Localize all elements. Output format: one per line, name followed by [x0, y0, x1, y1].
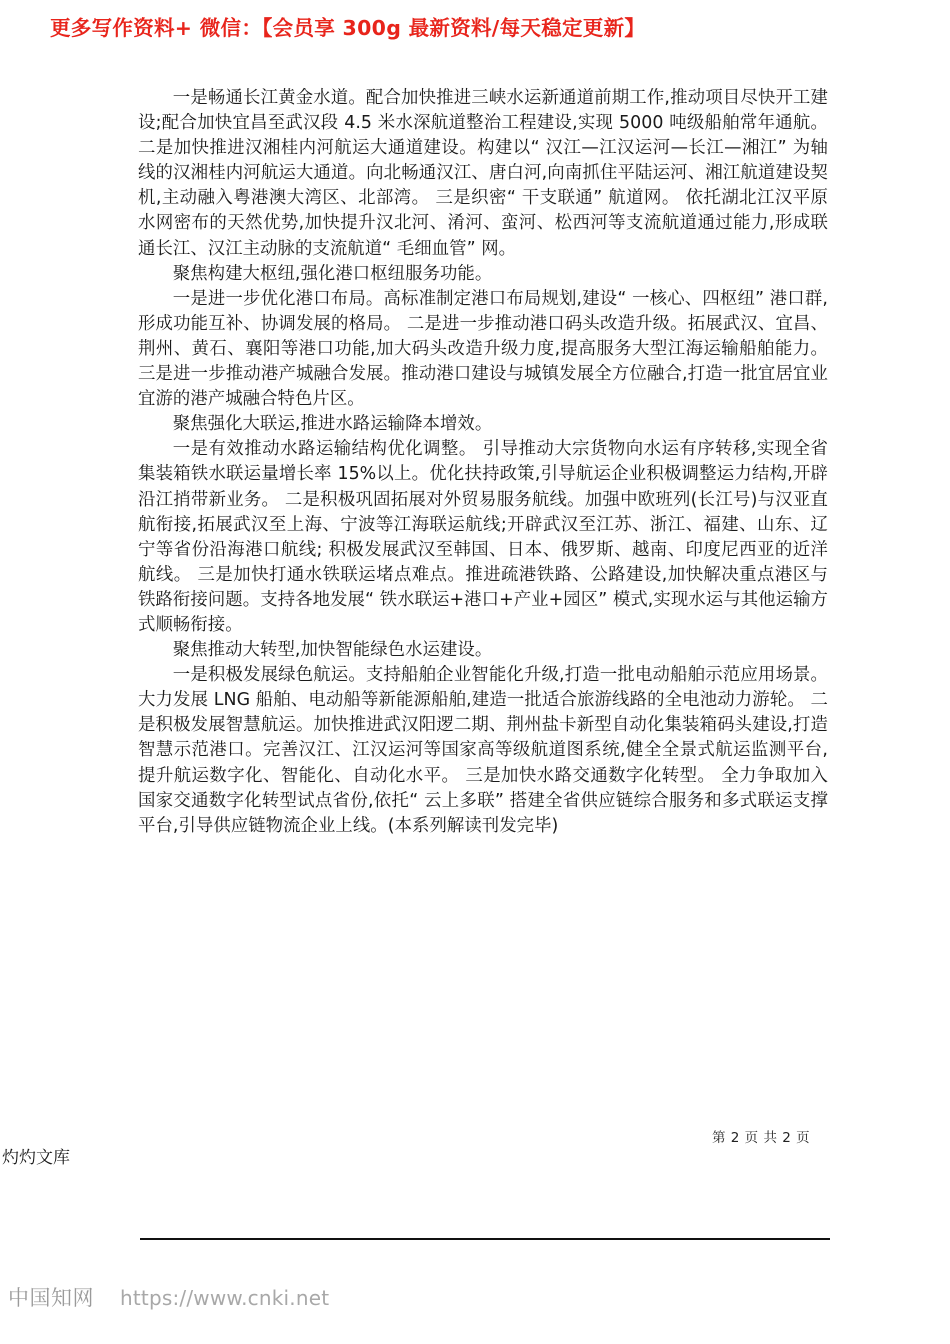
cnki-brand-name: 中国知网: [8, 1286, 94, 1310]
document-body: [138, 86, 828, 839]
paragraph: 一是进一步优化港口布局。高标准制定港口布局规划,建设“ 一核心、四枢纽” 港口群,形成功能互补、协调发展的格局。 二是进一步推动港口码头改造升级。拓展武汉、宜昌、荆州、黄石、襄阳等港口功能,加大码头改造升级力度,提高服务大型江海运输船舶能力。 三是进一步推动港产城融合发展。推动港口建设与城镇发展全方位融合,打造一批宜居宜业宜游的港产城融合特色片区。: [138, 288, 828, 410]
promo-banner: [50, 13, 910, 43]
paragraph: 聚焦强化大联运,推进水路运输降本增效。: [172, 414, 493, 435]
footer-divider: [140, 1238, 830, 1240]
paragraph: 一是有效推动水路运输结构优化调整。 引导推动大宗货物向水运有序转移,实现全省集装箱铁水联运量增长率 15%以上。优化扶持政策,引导航运企业积极调整运力结构,开辟沿江捎带新业务。 二是积极巩固拓展对外贸易服务航线。加强中欧班列(长江号)与汉亚直航衔接,拓展武汉至上海、宁波等江海联运航线;开辟武汉至江苏、浙江、福建、山东、辽宁等省份沿海港口航线; 积极发展武汉至韩国、日本、俄罗斯、越南、印度尼西亚的近洋航线。 三是加快打通水铁联运堵点难点。推进疏港铁路、公路建设,加快解决重点港区与铁路衔接问题。支持各地发展“ 铁水联运+港口+产业+园区” 模式,实现水运与其他运输方式顺畅衔接。: [138, 439, 828, 635]
paragraph: 聚焦构建大枢纽,强化港口枢纽服务功能。: [172, 263, 493, 284]
library-watermark: 灼灼文库: [2, 1148, 70, 1168]
paragraph: 一是积极发展绿色航运。支持船舶企业智能化升级,打造一批电动船舶示范应用场景。大力发展 LNG 船舶、电动船等新能源船舶,建造一批适合旅游线路的全电池动力游轮。 二是积极发展智慧航运。加快推进武汉阳逻二期、荆州盐卡新型自动化集装箱码头建设,打造智慧示范港口。完善汉江、江汉运河等国家高等级航道图系统,健全全景式航运监测平台,提升航运数字化、智能化、自动化水平。 三是加快水路交通数字化转型。 全力争取加入国家交通数字化转型试点省份,依托“ 云上多联” 搭建全省供应链综合服务和多式联运支撑平台,引导供应链物流企业上线。(本系列解读刊发完毕): [138, 665, 828, 836]
cnki-footer: [8, 1284, 329, 1312]
cnki-url[interactable]: https://www.cnki.net: [120, 1286, 330, 1310]
page-number: 第 2 页 共 2 页: [712, 1130, 811, 1146]
promo-banner-text: 更多写作资料+ 微信：【会员享 300g 最新资料/每天稳定更新】: [50, 16, 646, 40]
paragraph: 聚焦推动大转型,加快智能绿色水运建设。: [172, 640, 493, 661]
paragraph: 一是畅通长江黄金水道。配合加快推进三峡水运新通道前期工作,推动项目尽快开工建设;配合加快宜昌至武汉段 4.5 米水深航道整治工程建设,实现 5000 吨级船舶常年通航。 二是加快推进汉湘桂内河航运大通道建设。构建以“ 汉江—江汉运河—长江—湘江” 为轴线的汉湘桂内河航运大通道。向北畅通汉江、唐白河,向南抓住平陆运河、湘江航道建设契机,主动融入粤港澳大湾区、北部湾。 三是织密“ 干支联通” 航道网。 依托湖北江汉平原水网密布的天然优势,加快提升汉北河、淆河、蛮河、松西河等支流航道通过能力,形成联通长江、汉江主动脉的支流航道“ 毛细血管” 网。: [138, 88, 828, 259]
